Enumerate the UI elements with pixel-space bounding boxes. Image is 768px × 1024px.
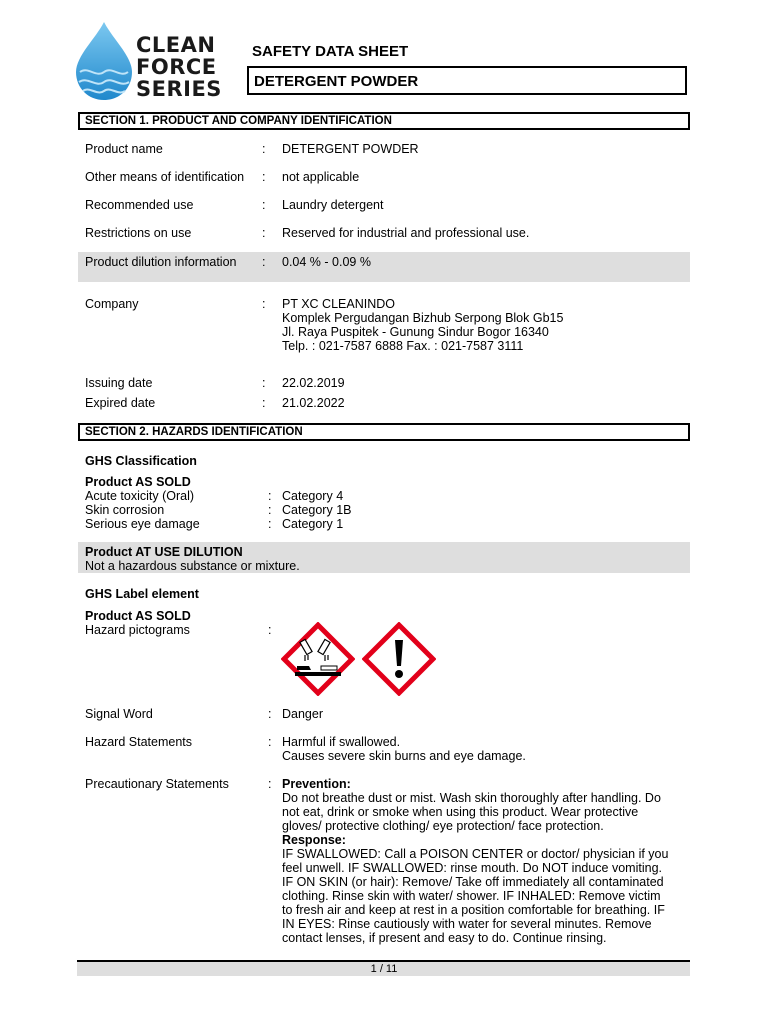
field-label: Product dilution information — [85, 255, 237, 269]
colon: : — [262, 198, 266, 212]
colon: : — [262, 396, 266, 410]
prevention-line: Do not breathe dust or mist. Wash skin thoroughly after handling. Do — [282, 791, 661, 805]
logo-line-2: FORCE — [136, 55, 217, 79]
signal-word-value: Danger — [282, 707, 323, 721]
issuing-date-label: Issuing date — [85, 376, 153, 390]
field-value: not applicable — [282, 170, 360, 184]
corrosion-pictogram-icon — [281, 622, 355, 696]
company-address-line: Komplek Pergudangan Bizhub Serpong Blok Gb15 — [282, 311, 564, 325]
colon: : — [262, 376, 266, 390]
field-value: Reserved for industrial and professional use. — [282, 226, 530, 240]
colon: : — [268, 489, 272, 503]
response-line: clothing. Rinse skin with water/ shower. IF INHALED: Remove victim — [282, 889, 661, 903]
response-heading: Response: — [282, 833, 346, 847]
hazard-statement: Causes severe skin burns and eye damage. — [282, 749, 526, 763]
hazard-class-value: Category 4 — [282, 489, 344, 503]
company-label: Company — [85, 297, 139, 311]
field-label: Other means of identification — [85, 170, 245, 184]
response-line: contact lenses, if present and easy to do. Continue rinsing. — [282, 931, 607, 945]
prevention-line: not eat, drink or smoke when using this product. Wear protective — [282, 805, 639, 819]
company-phone: Telp. : 021-7587 6888 Fax. : 021-7587 3111 — [282, 339, 524, 353]
colon: : — [268, 735, 272, 749]
product-title-box — [247, 66, 687, 95]
colon: : — [262, 226, 266, 240]
colon: : — [262, 297, 266, 311]
expired-date-label: Expired date — [85, 396, 156, 410]
hazard-class-value: Category 1 — [282, 517, 344, 531]
logo-line-1: CLEAN — [136, 33, 216, 57]
company-address-line: Jl. Raya Puspitek - Gunung Sindur Bogor 16340 — [282, 325, 549, 339]
field-value: DETERGENT POWDER — [282, 142, 419, 156]
ghs-classification-heading: GHS Classification — [85, 454, 197, 468]
colon: : — [262, 142, 266, 156]
water-drop-logo-icon — [74, 20, 134, 102]
colon: : — [268, 517, 272, 531]
product-as-sold-heading-2: Product AS SOLD — [85, 609, 191, 623]
response-line: IF SWALLOWED: Call a POISON CENTER or doctor/ physician if you — [282, 847, 669, 861]
page-number: 1 / 11 — [370, 963, 398, 975]
hazard-class-value: Category 1B — [282, 503, 352, 517]
colon: : — [268, 707, 272, 721]
prevention-line: gloves/ protective clothing/ eye protection/ face protection. — [282, 819, 604, 833]
field-label: Restrictions on use — [85, 226, 192, 240]
company-name: PT XC CLEANINDO — [282, 297, 395, 311]
signal-word-label: Signal Word — [85, 707, 153, 721]
at-use-dilution-heading: Product AT USE DILUTION — [85, 545, 243, 559]
product-as-sold-heading: Product AS SOLD — [85, 475, 191, 489]
section-1-title: SECTION 1. PRODUCT AND COMPANY IDENTIFICATION — [85, 115, 392, 127]
ghs-label-element-heading: GHS Label element — [85, 587, 199, 601]
issuing-date-value: 22.02.2019 — [282, 376, 345, 390]
company-logo — [74, 20, 224, 102]
section-1-header — [78, 112, 690, 130]
hazard-statements-label: Hazard Statements — [85, 735, 192, 749]
colon: : — [262, 170, 266, 184]
field-value: Laundry detergent — [282, 198, 384, 212]
hazard-class-label: Skin corrosion — [85, 503, 165, 517]
hazard-pictograms-label: Hazard pictograms — [85, 623, 190, 637]
colon: : — [268, 777, 272, 791]
colon: : — [268, 503, 272, 517]
field-label: Recommended use — [85, 198, 194, 212]
exclamation-pictogram-icon — [362, 622, 436, 696]
hazard-statement: Harmful if swallowed. — [282, 735, 401, 749]
field-label: Product name — [85, 142, 163, 156]
product-title: DETERGENT POWDER — [254, 73, 419, 90]
expired-date-value: 21.02.2022 — [282, 396, 345, 410]
response-line: IF ON SKIN (or hair): Remove/ Take off immediately all contaminated — [282, 875, 664, 889]
prevention-heading: Prevention: — [282, 777, 351, 791]
field-value: 0.04 % - 0.09 % — [282, 255, 371, 269]
response-line: IN EYES: Rinse cautiously with water for several minutes. Remove — [282, 917, 652, 931]
response-line: feel unwell. IF SWALLOWED: rinse mouth. Do NOT induce vomiting. — [282, 861, 662, 875]
section-2-title: SECTION 2. HAZARDS IDENTIFICATION — [85, 426, 303, 438]
response-line: to fresh air and keep at rest in a position comfortable for breathing. IF — [282, 903, 665, 917]
precautionary-statements-label: Precautionary Statements — [85, 777, 229, 791]
at-use-dilution-text: Not a hazardous substance or mixture. — [85, 559, 300, 573]
colon: : — [262, 255, 266, 269]
document-title: SAFETY DATA SHEET — [252, 43, 409, 60]
hazard-class-label: Acute toxicity (Oral) — [85, 489, 195, 503]
colon: : — [268, 623, 272, 637]
logo-line-3: SERIES — [136, 77, 222, 101]
section-2-header — [78, 423, 690, 441]
hazard-class-label: Serious eye damage — [85, 517, 200, 531]
